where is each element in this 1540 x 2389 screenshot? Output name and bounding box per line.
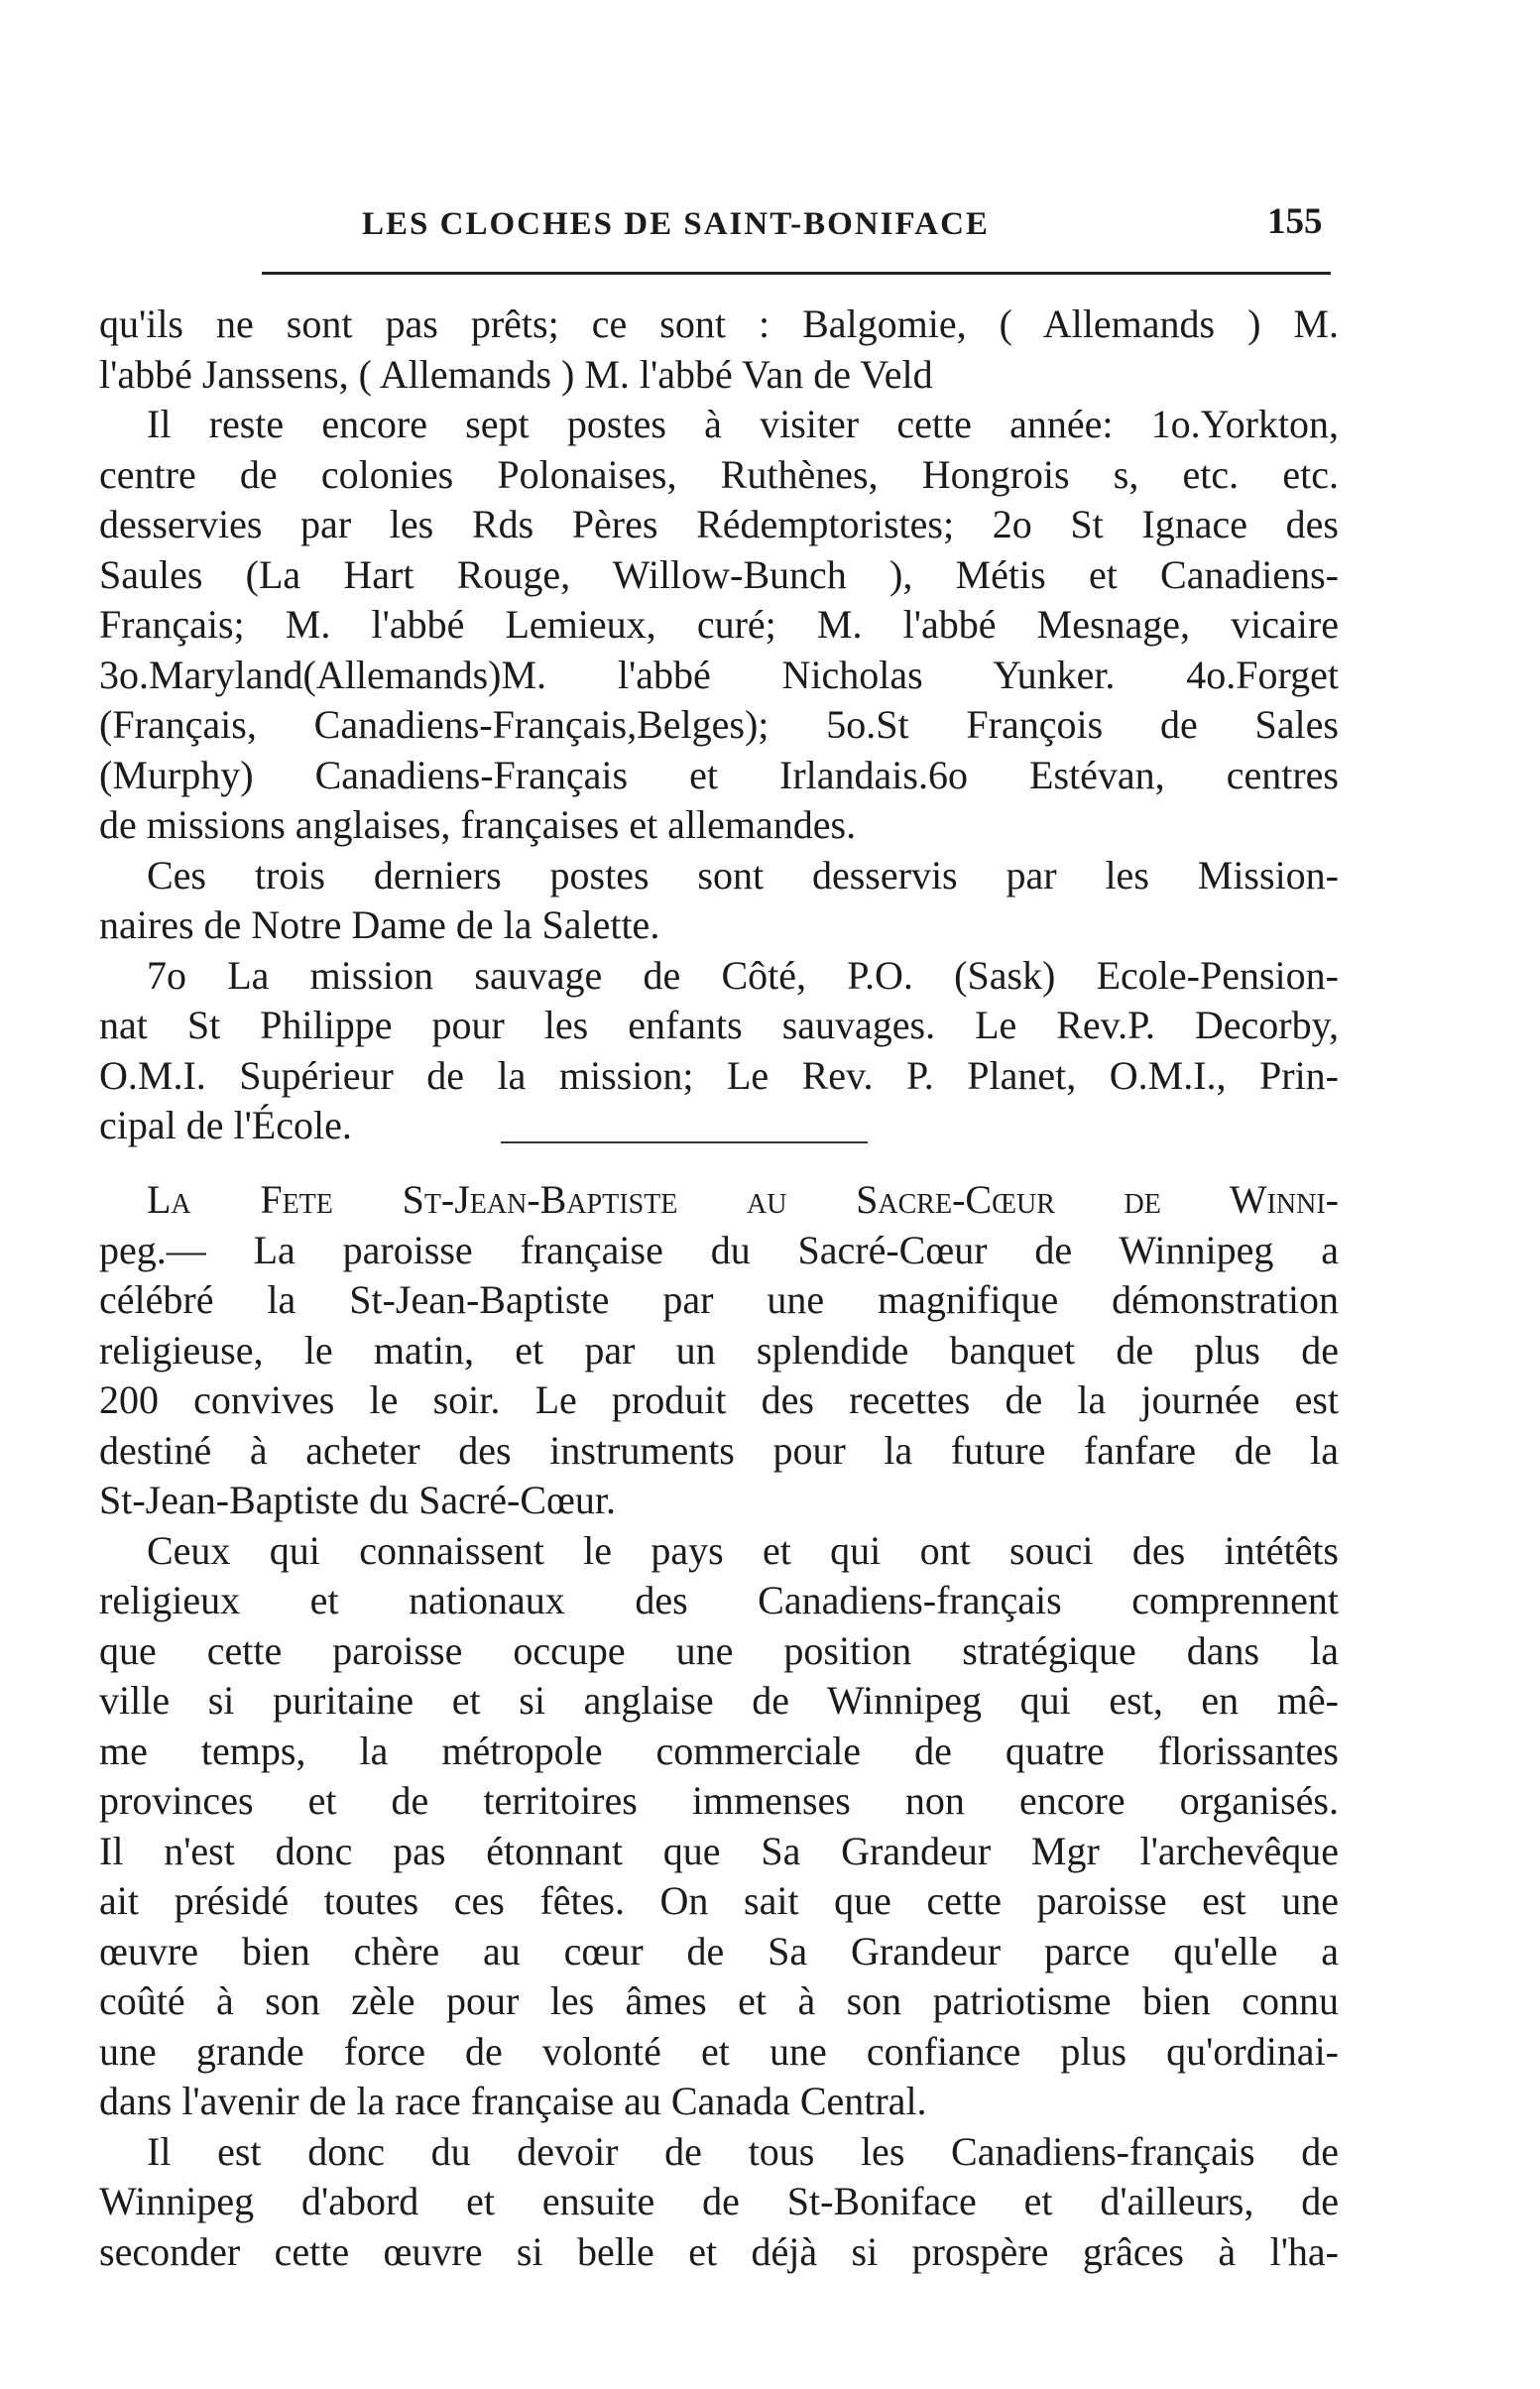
text-line: (Français, Canadiens-Français,Belges); 5o.St François de Sales bbox=[99, 702, 1339, 747]
text-line: œuvre bien chère au cœur de Sa Grandeur parce qu'elle a bbox=[99, 1928, 1339, 1973]
text-line: de missions anglaises, françaises et allemandes. bbox=[99, 802, 857, 847]
text-line: Il est donc du devoir de tous les Canadiens-français de bbox=[147, 2128, 1339, 2174]
text-line: 3o.Maryland(Allemands)M. l'abbé Nicholas Yunker. 4o.Forget bbox=[99, 652, 1339, 697]
text-line: coûté à son zèle pour les âmes et à son patriotisme bien connu bbox=[99, 1978, 1339, 2023]
text-line: O.M.I. Supérieur de la mission; Le Rev. P. Planet, O.M.I., Prin- bbox=[99, 1052, 1339, 1098]
text-line: destiné à acheter des instruments pour la future fanfare de la bbox=[99, 1427, 1339, 1473]
mission-posts-paragraphs bbox=[99, 299, 1339, 1151]
running-title: LES CLOCHES DE SAINT-BONIFACE bbox=[362, 206, 990, 242]
text-line: Français; M. l'abbé Lemieux, curé; M. l'abbé Mesnage, vicaire bbox=[99, 602, 1339, 647]
text-line: Il reste encore sept postes à visiter cette année: 1o.Yorkton, bbox=[147, 402, 1339, 446]
text-line: dans l'avenir de la race française au Canada Central. bbox=[99, 2079, 927, 2123]
text-line: peg.— La paroisse française du Sacré-Cœur de Winnipeg a bbox=[99, 1227, 1339, 1272]
text-line: (Murphy) Canadiens-Français et Irlandais.6o Estévan, centres bbox=[99, 752, 1339, 797]
text-line: desservies par les Rds Pères Rédemptoristes; 2o St Ignace des bbox=[99, 502, 1339, 546]
text-line: nat St Philippe pour les enfants sauvages. Le Rev.P. Decorby, bbox=[99, 1003, 1339, 1047]
saint-jean-baptiste-article bbox=[99, 1175, 1339, 2277]
text-line: Saules (La Hart Rouge, Willow-Bunch ), Métis et Canadiens- bbox=[99, 551, 1339, 597]
text-line: Il n'est donc pas étonnant que Sa Grandeur Mgr l'archevêque bbox=[99, 1828, 1339, 1873]
text-line: religieuse, le matin, et par un splendide banquet de plus de bbox=[99, 1327, 1339, 1373]
text-line: seconder cette œuvre si belle et déjà si prospère grâces à l'ha- bbox=[99, 2228, 1339, 2274]
text-line: ait présidé toutes ces fêtes. On sait que cette paroisse est une bbox=[99, 1878, 1339, 1923]
text-line: St-Jean-Baptiste du Sacré-Cœur. bbox=[99, 1478, 616, 1522]
text-line: Ces trois derniers postes sont desservis par les Mission- bbox=[147, 852, 1339, 897]
text-line: ville si puritaine et si anglaise de Winnipeg qui est, en mê- bbox=[99, 1678, 1339, 1723]
text-line: qu'ils ne sont pas prêts; ce sont : Balgomie, ( Allemands ) M. bbox=[99, 301, 1339, 346]
text-line: que cette paroisse occupe une position stratégique dans la bbox=[99, 1627, 1339, 1673]
page-number: 155 bbox=[1267, 201, 1323, 242]
section-divider bbox=[501, 1141, 868, 1143]
text-line: cipal de l'École. bbox=[99, 1103, 352, 1147]
header-rule bbox=[262, 272, 1331, 275]
text-line: me temps, la métropole commerciale de quatre florissantes bbox=[99, 1728, 1339, 1773]
text-line: célébré la St-Jean-Baptiste par une magnifique démonstration bbox=[99, 1277, 1339, 1322]
running-header bbox=[0, 201, 1540, 256]
text-line: centre de colonies Polonaises, Ruthènes, Hongrois s, etc. etc. bbox=[99, 451, 1339, 497]
text-line: religieux et nationaux des Canadiens-français comprennent bbox=[99, 1578, 1339, 1622]
text-line: une grande force de volonté et une confiance plus qu'ordinai- bbox=[99, 2028, 1339, 2074]
text-line: naires de Notre Dame de la Salette. bbox=[99, 902, 660, 947]
text-line: Ceux qui connaissent le pays et qui ont souci des intétêts bbox=[147, 1527, 1339, 1573]
text-line: provinces et de territoires immenses non encore organisés. bbox=[99, 1778, 1339, 1823]
text-line: Winnipeg d'abord et ensuite de St-Boniface et d'ailleurs, de bbox=[99, 2179, 1339, 2223]
article-heading: La Fete St-Jean-Baptiste au Sacre-Cœur de Winni- bbox=[147, 1177, 1339, 1222]
text-line: l'abbé Janssens, ( Allemands ) M. l'abbé Van de Veld bbox=[99, 351, 933, 397]
text-line: 200 convives le soir. Le produit des recettes de la journée est bbox=[99, 1377, 1339, 1422]
text-line: 7o La mission sauvage de Côté, P.O. (Sask) Ecole-Pension- bbox=[147, 952, 1339, 998]
